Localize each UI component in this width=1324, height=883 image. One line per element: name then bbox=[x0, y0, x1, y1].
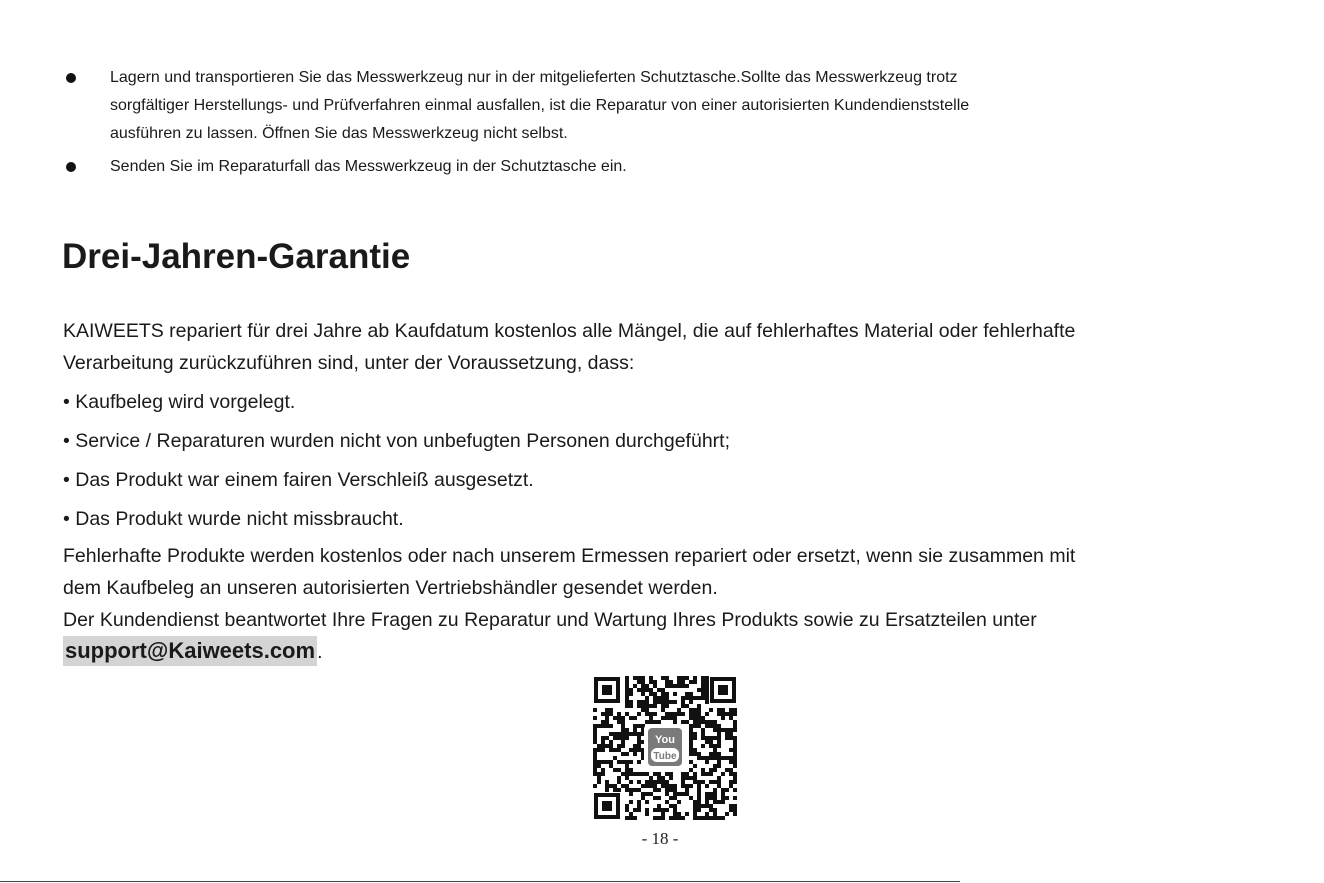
condition-item: • Kaufbeleg wird vorgelegt. bbox=[63, 391, 296, 413]
text-line: Verarbeitung zurückzuführen sind, unter der Voraussetzung, dass: bbox=[63, 352, 635, 374]
bullet-dot-icon bbox=[66, 73, 76, 83]
qr-code-graphic bbox=[592, 675, 738, 821]
youtube-qr-code-icon[interactable] bbox=[592, 675, 738, 821]
youtube-badge-tube: Tube bbox=[653, 751, 677, 762]
bullet-line: sorgfältiger Herstellungs- und Prüfverfahren einmal ausfallen, ist die Reparatur von einer autorisierten Kundendienststelle bbox=[110, 97, 970, 114]
bottom-divider bbox=[0, 881, 960, 882]
bullet-line: ausführen zu lassen. Öffnen Sie das Messwerkzeug nicht selbst. bbox=[110, 125, 568, 142]
bullet-line: Senden Sie im Reparaturfall das Messwerkzeug in der Schutztasche ein. bbox=[110, 158, 627, 175]
email-line bbox=[63, 636, 1263, 668]
text-line: Fehlerhafte Produkte werden kostenlos oder nach unserem Ermessen repariert oder ersetzt, wenn sie zusammen mit bbox=[63, 545, 1076, 567]
bullet-item-repair bbox=[64, 153, 1264, 181]
bullet-line: Lagern und transportieren Sie das Messwerkzeug nur in der mitgelieferten Schutztasche.Sollte das Messwerkzeug trotz bbox=[110, 69, 958, 86]
warranty-section bbox=[63, 315, 1263, 668]
replacement-paragraph bbox=[63, 540, 1263, 604]
warranty-intro bbox=[63, 315, 1263, 379]
service-line: Der Kundendienst beantwortet Ihre Fragen zu Reparatur und Wartung Ihres Produkts sowie zu Ersatzteilen unter bbox=[63, 609, 1037, 631]
text-line: KAIWEETS repariert für drei Jahre ab Kaufdatum kostenlos alle Mängel, die auf fehlerhaftes Material oder fehlerhafte bbox=[63, 320, 1076, 342]
bullet-dot-icon bbox=[66, 162, 76, 172]
text-line: dem Kaufbeleg an unseren autorisierten Vertriebshändler gesendet werden. bbox=[63, 577, 718, 599]
condition-item: • Service / Reparaturen wurden nicht von unbefugten Personen durchgeführt; bbox=[63, 430, 730, 452]
maintenance-bullet-list bbox=[64, 64, 1264, 181]
youtube-badge-you: You bbox=[655, 734, 675, 746]
page-number: - 18 - bbox=[641, 829, 679, 848]
email-suffix: . bbox=[317, 641, 323, 663]
condition-item: • Das Produkt war einem fairen Verschleiß ausgesetzt. bbox=[63, 469, 534, 491]
condition-item: • Das Produkt wurde nicht missbraucht. bbox=[63, 508, 404, 530]
bullet-item-storage bbox=[64, 64, 1264, 148]
warranty-heading: Drei-Jahren-Garantie bbox=[62, 237, 411, 276]
support-email-link[interactable]: support@Kaiweets.com bbox=[63, 636, 317, 666]
